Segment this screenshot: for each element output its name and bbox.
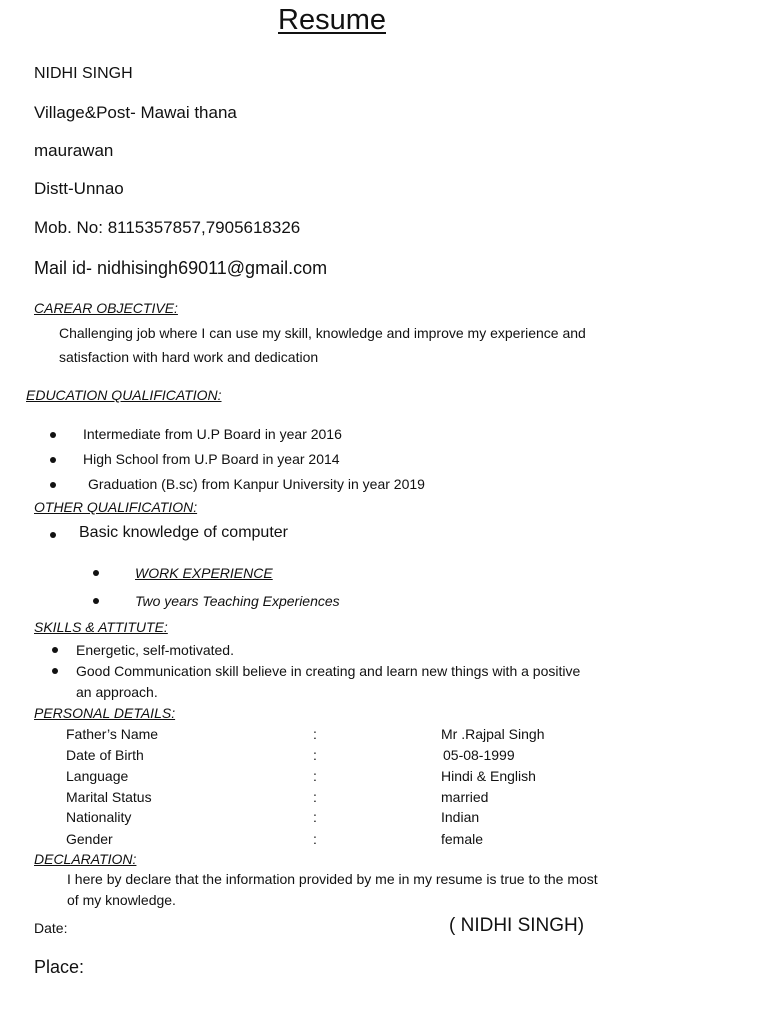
email-address: Mail id- nidhisingh69011@gmail.com (34, 258, 328, 278)
skills-item: Good Communication skill believe in creating and learn new things with a positive (76, 663, 581, 679)
personal-label: Marital Status (66, 789, 152, 805)
work-experience-heading: WORK EXPERIENCE (135, 565, 273, 581)
skills-heading: SKILLS & ATTITUTE: (34, 619, 168, 635)
address-line-1: Village&Post- Mawai thana (34, 103, 237, 122)
personal-separator: : (313, 726, 317, 742)
career-objective-line-1: Challenging job where I can use my skill, knowledge and improve my experience and (59, 325, 586, 341)
personal-value: 05-08-1999 (443, 747, 515, 763)
personal-value: Mr .Rajpal Singh (441, 726, 545, 742)
other-qualification-heading: OTHER QUALIFICATION: (34, 499, 198, 515)
mobile-number: Mob. No: 8115357857,7905618326 (34, 218, 301, 237)
skills-item: Energetic, self-motivated. (76, 642, 234, 658)
candidate-name: NIDHI SINGH (34, 65, 133, 82)
declaration-line-1: I here by declare that the information provided by me in my resume is true to the most (67, 871, 598, 887)
personal-separator: : (313, 831, 317, 847)
skills-item-continuation: an approach. (76, 684, 158, 700)
address-line-2: maurawan (34, 141, 114, 160)
district: Distt-Unnao (34, 179, 124, 198)
bullet-icon (93, 598, 99, 604)
personal-label: Language (66, 768, 129, 784)
bullet-icon (50, 432, 56, 438)
personal-separator: : (313, 789, 317, 805)
declaration-heading: DECLARATION: (34, 851, 137, 867)
personal-details-heading: PERSONAL DETAILS: (34, 705, 176, 721)
personal-label: Nationality (66, 809, 132, 825)
education-heading: EDUCATION QUALIFICATION: (26, 387, 222, 403)
bullet-icon (50, 532, 56, 538)
personal-value: married (441, 789, 489, 805)
bullet-icon (52, 647, 58, 653)
signature-name: ( NIDHI SINGH) (449, 915, 585, 936)
personal-value: Indian (441, 809, 480, 825)
date-label: Date: (34, 920, 68, 936)
bullet-icon (52, 668, 58, 674)
personal-value: Hindi & English (441, 768, 536, 784)
other-qualification-item: Basic knowledge of computer (79, 524, 288, 541)
place-label: Place: (34, 957, 85, 977)
personal-separator: : (313, 809, 317, 825)
declaration-line-2: of my knowledge. (67, 892, 176, 908)
personal-separator: : (313, 747, 317, 763)
education-item: Intermediate from U.P Board in year 2016 (83, 426, 342, 442)
resume-title: Resume (278, 4, 386, 36)
work-experience-item: Two years Teaching Experiences (135, 593, 340, 609)
personal-label: Date of Birth (66, 747, 144, 763)
career-objective-heading: CAREAR OBJECTIVE: (34, 300, 178, 316)
personal-value: female (441, 831, 484, 847)
bullet-icon (50, 482, 56, 488)
bullet-icon (93, 570, 99, 576)
personal-separator: : (313, 768, 317, 784)
education-item: Graduation (B.sc) from Kanpur University in year 2019 (88, 476, 425, 492)
bullet-icon (50, 457, 56, 463)
personal-label: Gender (66, 831, 113, 847)
education-item: High School from U.P Board in year 2014 (83, 451, 340, 467)
personal-label: Father’s Name (66, 726, 159, 742)
career-objective-line-2: satisfaction with hard work and dedication (59, 349, 319, 365)
